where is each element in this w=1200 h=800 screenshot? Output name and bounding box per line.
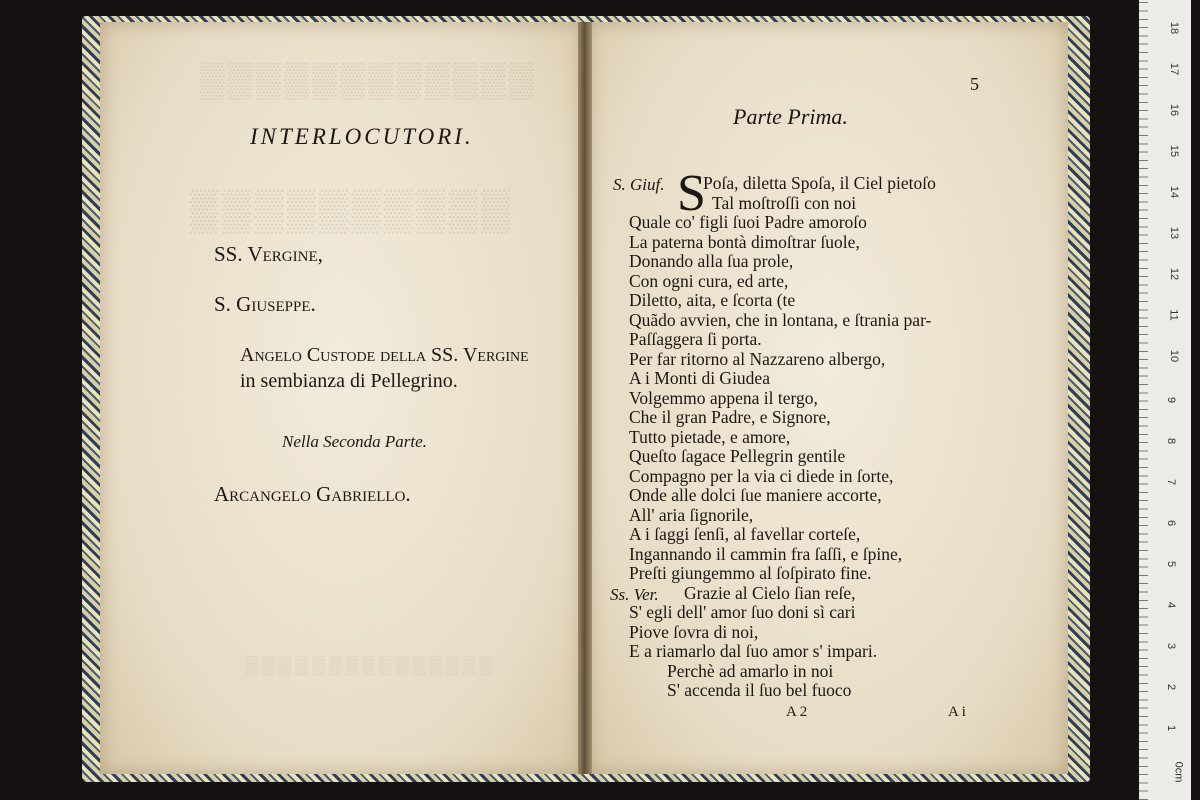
character-angelo-description: in sembianza di Pellegrino.	[240, 370, 458, 392]
catchword: A i	[948, 704, 966, 720]
verse-line: Compagno per la via ci diede in ſorte,	[629, 466, 894, 486]
speaker-label-giuseppe: S. Giuf.	[613, 175, 665, 194]
ruler-number: 4	[1165, 601, 1178, 609]
book-gutter	[578, 22, 592, 774]
verse-line: Ingannando il cammin fra ſaſſi, e ſpine,	[629, 544, 903, 564]
ruler-number: 10	[1168, 349, 1181, 363]
verse-line: A i ſaggi ſenſi, al favellar corteſe,	[629, 524, 861, 544]
character-name: Angelo Custode della SS. Vergine	[240, 344, 529, 366]
ruler-number: 5	[1165, 560, 1178, 568]
verse-line: Quãdo avvien, che in lontana, e ſtrania par-	[629, 310, 932, 330]
verse-line: S' egli dell' amor ſuo doni sì cari	[629, 602, 856, 622]
speaker-label-vergine: Ss. Ver.	[610, 585, 659, 604]
verse-line: Con ogni cura, ed arte,	[629, 271, 789, 291]
ruler-number: 15	[1168, 144, 1181, 158]
verse-line: E a riamarlo dal ſuo amor s' impari.	[629, 641, 878, 661]
verse-line: Per far ritorno al Nazzareno albergo,	[629, 349, 886, 369]
verse-line: Diletto, aita, e ſcorta (te	[629, 290, 796, 310]
ruler-number: 2	[1165, 683, 1178, 691]
verse-line: Quale co' figli ſuoi Padre amoroſo	[629, 212, 867, 232]
character-s-giuseppe	[214, 292, 316, 317]
verse-line: Volgemmo appena il tergo,	[629, 388, 818, 408]
ruler-number: 7	[1165, 478, 1178, 486]
parte-prima-heading: Parte Prima.	[733, 104, 848, 129]
ruler-number: 1	[1165, 724, 1178, 732]
interlocutori-heading: INTERLOCUTORI.	[250, 124, 474, 149]
verse-line: Donando alla ſua prole,	[629, 251, 794, 271]
ruler-number: 8	[1165, 437, 1178, 445]
character-punct: ,	[317, 242, 323, 266]
character-punct: .	[310, 292, 316, 316]
character-name: S. Giuseppe	[214, 292, 311, 316]
character-ss-vergine	[214, 242, 323, 267]
ruler-number: 13	[1168, 226, 1181, 240]
ruler-number: 12	[1168, 267, 1181, 281]
verse-line: La paterna bontà dimoſtrar ſuole,	[629, 232, 860, 252]
character-angelo-custode	[240, 344, 529, 367]
ruler-number: 11	[1167, 309, 1180, 321]
ruler-number: 9	[1165, 396, 1178, 404]
verse-line: Che il gran Padre, e Signore,	[629, 407, 831, 427]
ruler-number: 3	[1165, 642, 1178, 650]
verse-line: All' aria ſignorile,	[629, 505, 754, 525]
ruler-number: 14	[1168, 185, 1181, 199]
verse-line: Paſſaggera ſi porta.	[629, 329, 762, 349]
verse-line: Tutto pietade, e amore,	[629, 427, 791, 447]
verse-line: Piove ſovra di noi,	[629, 622, 759, 642]
ruler-number: 6	[1165, 519, 1178, 527]
drop-cap: S	[677, 165, 706, 222]
show-through-text: ▒▒▒▒▒▒▒▒▒▒▒▒	[200, 62, 538, 99]
show-through-text: ▒▒▒▒▒▒▒▒▒▒	[190, 187, 514, 232]
verse-line: Preſti giungemmo al ſoſpirato fine.	[629, 563, 872, 583]
ruler-number: 17	[1168, 62, 1181, 76]
verse-line: Grazie al Cielo ſian reſe,	[684, 583, 856, 603]
verse-line: Perchè ad amarlo in noi	[667, 661, 834, 681]
verse-line: A i Monti di Giudea	[629, 368, 770, 388]
ruler-number: 18	[1168, 21, 1181, 35]
verse-line: S' accenda il ſuo bel fuoco	[667, 680, 852, 700]
nella-seconda-parte: Nella Seconda Parte.	[282, 432, 427, 451]
character-arcangelo-gabriello: Arcangelo Gabriello.	[214, 482, 411, 506]
verse-line: Onde alle dolci ſue maniere accorte,	[629, 485, 882, 505]
ruler-number: 16	[1168, 103, 1181, 117]
verse-line: Queſto ſagace Pellegrin gentile	[629, 446, 846, 466]
verse-line: Tal moſtroſſi con noi	[712, 193, 857, 213]
page-number: 5	[970, 74, 979, 94]
ruler-number: 0cm	[1172, 761, 1185, 783]
signature-mark: A 2	[786, 704, 808, 720]
show-through-text: ▒▒▒▒▒▒▒▒▒▒▒▒▒▒▒	[245, 655, 497, 675]
verse-line: Poſa, diletta Spoſa, il Ciel pietoſo	[703, 173, 936, 193]
character-name: SS. Vergine	[214, 242, 318, 266]
